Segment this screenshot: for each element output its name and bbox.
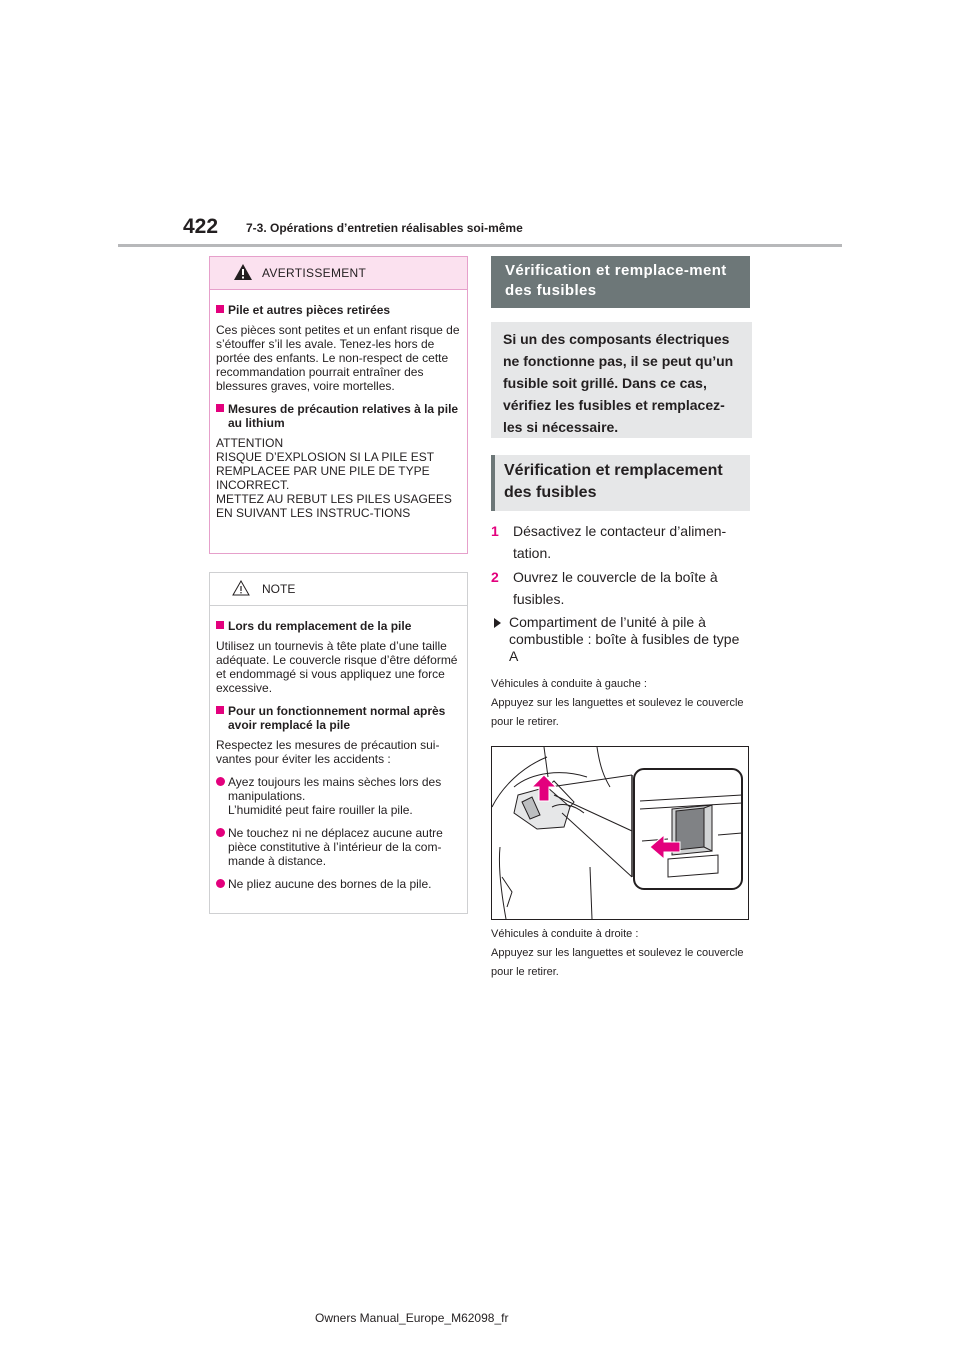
square-bullet-icon bbox=[216, 706, 224, 714]
warning-heading: Mesures de précaution relatives à la pile au lithium bbox=[216, 402, 461, 430]
header-divider bbox=[118, 244, 842, 247]
note-heading: Lors du remplacement de la pile bbox=[216, 619, 461, 633]
arrow-right-icon bbox=[494, 618, 501, 628]
fuse-box-illustration bbox=[491, 746, 749, 920]
fuse-box-cover-drawing bbox=[492, 747, 748, 919]
rhd-text: Appuyez sur les languettes et soulevez le couvercle pour le retirer. bbox=[491, 947, 744, 978]
circle-bullet-icon bbox=[216, 879, 225, 888]
section-title: Vérification et remplace-ment des fusibles bbox=[491, 256, 750, 308]
warning-header bbox=[210, 257, 467, 290]
circle-bullet-icon bbox=[216, 777, 225, 786]
warning-title: AVERTISSEMENT bbox=[262, 266, 367, 280]
lhd-label: Véhicules à conduite à gauche : bbox=[491, 678, 647, 690]
list-item: Ne pliez aucune des bornes de la pile. bbox=[216, 877, 461, 891]
footer-text: Owners Manual_Europe_M62098_fr bbox=[315, 1311, 509, 1325]
square-bullet-icon bbox=[216, 621, 224, 629]
circle-bullet-icon bbox=[216, 828, 225, 837]
square-bullet-icon bbox=[216, 305, 224, 313]
page-number: 422 bbox=[183, 215, 219, 238]
rhd-label: Véhicules à conduite à droite : bbox=[491, 928, 639, 940]
caution-triangle-icon bbox=[232, 580, 250, 596]
chapter-title: 7-3. Opérations d’entretien réalisables soi-même bbox=[246, 221, 523, 235]
note-title: NOTE bbox=[262, 582, 296, 596]
subsection-title: Vérification et remplacement des fusibles bbox=[491, 455, 750, 511]
warning-box bbox=[209, 256, 468, 554]
step-2: 2 Ouvrez le couvercle de la boîte à fusibles. bbox=[491, 569, 718, 607]
note-box bbox=[209, 572, 468, 914]
warning-text: ATTENTION RISQUE D’EXPLOSION SI LA PILE EST REMPLACEE PAR UNE PILE DE TYPE INCORRECT. METTEZ AU REBUT LES PILES USAGEES EN SUIVANT LES INSTRUC-TIONS bbox=[216, 436, 452, 520]
arrow-list-item: Compartiment de l’unité à pile à combustible : boîte à fusibles de type A bbox=[491, 614, 751, 665]
note-text: Utilisez un tournevis à tête plate d’une taille adéquate. Le couvercle risque d’être déformé et endommagé si vous appliquez une force excessive. bbox=[216, 639, 458, 695]
note-heading: Pour un fonctionnement normal après avoir remplacé la pile bbox=[216, 704, 461, 732]
note-text: Respectez les mesures de précaution sui-vantes pour éviter les accidents : bbox=[216, 738, 440, 766]
step-1: 1 Désactivez le contacteur d’alimen-tation. bbox=[491, 523, 727, 561]
list-item: Ayez toujours les mains sèches lors des manipulations. L’humidité peut faire rouiller la pile. bbox=[216, 775, 461, 817]
square-bullet-icon bbox=[216, 404, 224, 412]
section-intro: Si un des composants électriques ne fonctionne pas, il se peut qu’un fusible soit grillé. Dans ce cas, vérifiez les fusibles et remplacez-les si nécessaire. bbox=[491, 322, 752, 438]
lhd-text: Appuyez sur les languettes et soulevez le couvercle pour le retirer. bbox=[491, 697, 744, 728]
list-item: Ne touchez ni ne déplacez aucune autre pièce constitutive à l’intérieur de la com-mande à distance. bbox=[216, 826, 461, 868]
warning-heading: Pile et autres pièces retirées bbox=[216, 303, 461, 317]
title-bar bbox=[491, 455, 495, 511]
warning-triangle-icon bbox=[234, 264, 252, 280]
note-header bbox=[210, 573, 467, 606]
warning-text: Ces pièces sont petites et un enfant risque de s’étouffer s’il les avale. Tenez-les hors de portée des enfants. Le non-respect de cette recommandation pourrait entraîner des blessures graves, voire mortelles. bbox=[216, 323, 460, 393]
